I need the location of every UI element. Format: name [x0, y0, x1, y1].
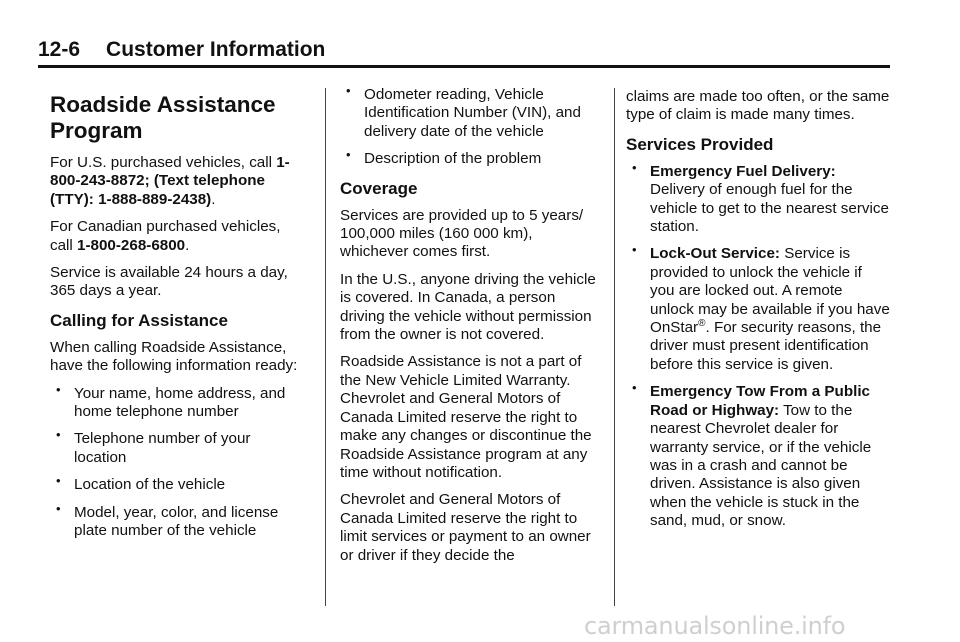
list-item: • Location of the vehicle [56, 473, 226, 494]
info-checklist [50, 381, 306, 541]
coverage-paragraph-1: Services are provided up to 5 years/ 100,000 miles (160 000 km), whichever comes first. [340, 206, 584, 261]
continuation-paragraph: claims are made too often, or the same type of claim is made many times. [626, 88, 890, 124]
bullet-icon: • [632, 242, 637, 258]
coverage-paragraph-2: In the U.S., anyone driving the vehicle is covered. In Canada, a person driving the vehicle without permission from the owner is not covered. [340, 270, 596, 344]
watermark: carmanualsonline.info [584, 612, 846, 640]
bullet-icon: • [346, 83, 351, 98]
column-right [626, 88, 890, 540]
us-intro-text: For U.S. purchased vehicles, call [50, 154, 272, 171]
bullet-icon: • [56, 381, 61, 397]
canada-contact-paragraph: For Canadian purchased vehicles, call 1-800-268-6800. [50, 218, 281, 254]
canada-phone-number: 1-800-268-6800 [77, 236, 186, 254]
bullet-icon: • [632, 159, 637, 175]
service-label: Emergency Tow From a Public Road or Highway: [650, 383, 870, 419]
section-title: Customer Information [106, 38, 326, 61]
service-description-cont: . For security reasons, the driver must present identification before this service is given. [650, 319, 882, 373]
bullet-icon: • [632, 380, 637, 396]
us-phone-numbers: 1-800-243-8872; (Text telephone (TTY): 1-888-889-2438) [50, 154, 290, 208]
list-item: • Model, year, color, and license plate number of the vehicle [56, 500, 279, 540]
service-label: Emergency Fuel Delivery: [650, 162, 836, 180]
list-item: • Telephone number of your location [56, 427, 251, 466]
canada-intro-text: For Canadian purchased vehicles, call [50, 218, 281, 254]
bullet-icon: • [56, 500, 61, 516]
us-contact-paragraph: For U.S. purchased vehicles, call 1-800-243-8872; (Text telephone (TTY): 1-888-889-2438). [50, 154, 290, 208]
info-checklist-continued [340, 83, 604, 169]
bullet-icon: • [56, 473, 61, 489]
coverage-heading: Coverage [340, 178, 418, 198]
calling-for-assistance-heading: Calling for Assistance [50, 310, 228, 330]
service-description: Delivery of enough fuel for the vehicle to get to the nearest service station. [650, 181, 889, 236]
service-label: Lock-Out Service: [650, 245, 780, 263]
bullet-icon: • [56, 427, 61, 443]
service-description: Service is provided to unlock the vehicle if you are locked out. A remote unlock may be available if you have OnStar [650, 245, 890, 337]
page-number: 12-6 [38, 38, 81, 61]
availability-paragraph: Service is available 24 hours a day, 365 days a year. [50, 264, 288, 300]
coverage-paragraph-4: Chevrolet and General Motors of Canada Limited reserve the right to limit services or payment to an owner or driver if they decide the [340, 491, 591, 564]
calling-intro-paragraph: When calling Roadside Assistance, have the following information ready: [50, 338, 298, 375]
bullet-icon: • [346, 147, 351, 163]
list-item [626, 380, 890, 530]
list-item: • Odometer reading, Vehicle Identification Number (VIN), and delivery date of the vehicle [346, 83, 581, 140]
roadside-assistance-heading: Roadside Assistance Program [50, 92, 276, 143]
service-description: Tow to the nearest Chevrolet dealer for warranty service, or if the vehicle was in a crash and cannot be driven. Assistance is also given when the vehicle is stuck in the sand, mud, or snow. [650, 401, 872, 530]
registered-mark: ® [698, 318, 706, 329]
coverage-paragraph-3: Roadside Assistance is not a part of the New Vehicle Limited Warranty. Chevrolet and General Motors of Canada Limited reserve the right to make any changes or discontinue the Roadside Assistance program at any time without notification. [340, 353, 592, 481]
column-divider-right [614, 88, 615, 606]
list-item [626, 159, 890, 237]
column-divider-left [325, 88, 326, 606]
list-item [626, 242, 890, 374]
column-left [50, 88, 306, 550]
list-item: • Description of the problem [346, 147, 542, 168]
column-middle [340, 83, 604, 574]
list-item: • Your name, home address, and home telephone number [56, 381, 286, 421]
page-header [38, 36, 890, 68]
services-provided-heading: Services Provided [626, 134, 774, 154]
services-list [626, 159, 890, 531]
